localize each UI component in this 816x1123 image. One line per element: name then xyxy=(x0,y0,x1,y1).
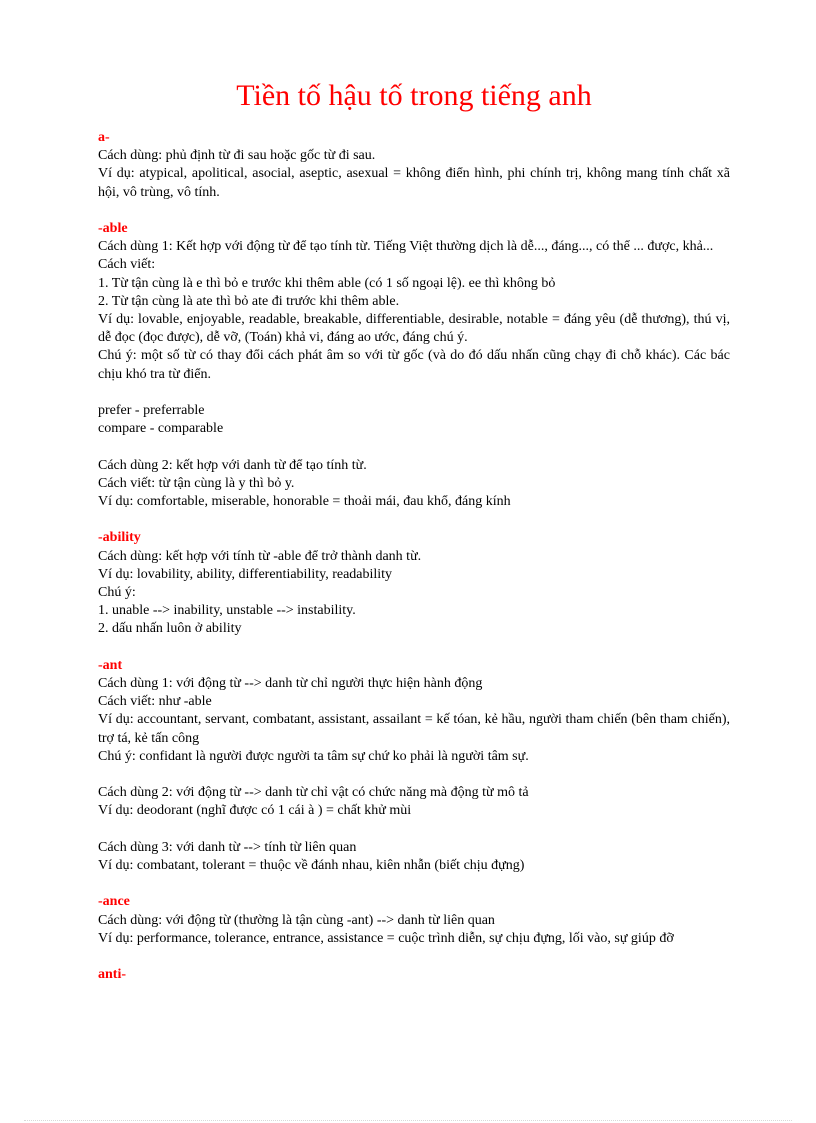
usage-line: Cách dùng 1: Kết hợp với động từ để tạo tính từ. Tiếng Việt thường dịch là dễ..., đáng..., có thể ... được, khả... xyxy=(98,239,714,255)
example-pair: prefer - preferrable xyxy=(98,403,205,419)
usage-line: Cách dùng: phủ định từ đi sau hoặc gốc từ đi sau. xyxy=(98,148,376,164)
example-line: Ví dụ: accountant, servant, combatant, assistant, assailant = kế tóan, kẻ hầu, người tham chiến (bên tham chiến), trợ tá, kẻ tấn công xyxy=(98,712,730,746)
section-heading: -able xyxy=(98,221,128,236)
spelling-rule: 1. Từ tận cùng là e thì bỏ e trước khi thêm able (có 1 số ngoại lệ). ee thì không bỏ xyxy=(98,275,556,291)
usage-line: Cách dùng: kết hợp với tính từ -able để trở thành danh từ. xyxy=(98,548,422,564)
section-a xyxy=(98,129,730,202)
section-able xyxy=(98,220,730,511)
example-line: Ví dụ: lovable, enjoyable, readable, breakable, differentiable, desirable, notable = đáng yêu (dễ thương), thú vị, dễ đọc (đọc được), dễ vỡ, (Toán) khả vi, đáng ao ước, đáng chú ý. xyxy=(98,312,730,346)
section-ant xyxy=(98,657,730,875)
document-page xyxy=(98,76,730,984)
example-line: Ví dụ: performance, tolerance, entrance, assistance = cuộc trình diễn, sự chịu đựng, lối vào, sự giúp đỡ xyxy=(98,930,674,946)
note-line: 2. dấu nhấn luôn ở ability xyxy=(98,621,242,637)
section-heading: -ability xyxy=(98,530,141,546)
note-line: 1. unable --> inability, unstable --> instability. xyxy=(98,603,356,619)
section-ance xyxy=(98,893,730,948)
example-line: Ví dụ: deodorant (nghĩ được có 1 cái à ) = chất khử mùi xyxy=(98,803,412,819)
spelling-label: Cách viết: xyxy=(98,257,156,273)
usage-line: Cách dùng 2: với động từ --> danh từ chỉ vật có chức năng mà động từ mô tả xyxy=(98,785,529,801)
section-heading: anti- xyxy=(98,967,126,983)
note-line: Chú ý: một số từ có thay đổi cách phát âm so với từ gốc (và do đó dấu nhấn cũng chạy đi chỗ khác). Các bác chịu khó tra từ điển. xyxy=(98,348,730,382)
example-line: Ví dụ: combatant, tolerant = thuộc về đánh nhau, kiên nhẫn (biết chịu đựng) xyxy=(98,858,525,874)
note-line: Chú ý: confidant là người được người ta tâm sự chứ ko phải là người tâm sự. xyxy=(98,748,529,764)
example-line: Ví dụ: atypical, apolitical, asocial, aseptic, asexual = không điển hình, phi chính trị, không mang tính chất xã hội, vô trùng, vô tính. xyxy=(98,166,730,200)
spelling-rule: Cách viết: từ tận cùng là y thì bỏ y. xyxy=(98,475,295,491)
spelling-rule: Cách viết: như -able xyxy=(98,694,212,710)
usage-line: Cách dùng 1: với động từ --> danh từ chỉ người thực hiện hành động xyxy=(98,676,483,692)
example-pair: compare - comparable xyxy=(98,421,224,437)
note-label: Chú ý: xyxy=(98,585,136,601)
section-anti xyxy=(98,966,730,984)
usage-line: Cách dùng: với động từ (thường là tận cùng -ant) --> danh từ liên quan xyxy=(98,912,495,928)
section-heading: -ant xyxy=(98,657,123,673)
spelling-rule: 2. Từ tận cùng là ate thì bỏ ate đi trước khi thêm able. xyxy=(98,293,400,309)
usage-line: Cách dùng 2: kết hợp với danh từ để tạo tính từ. xyxy=(98,457,367,473)
page-bottom-divider xyxy=(24,1120,792,1121)
example-line: Ví dụ: comfortable, miserable, honorable = thoải mái, đau khổ, đáng kính xyxy=(98,494,511,510)
example-line: Ví dụ: lovability, ability, differentiability, readability xyxy=(98,566,393,582)
section-ability xyxy=(98,529,730,638)
usage-line: Cách dùng 3: với danh từ --> tính từ liên quan xyxy=(98,839,357,855)
document-title: Tiền tố hậu tố trong tiếng anh xyxy=(236,79,592,112)
section-heading: -ance xyxy=(98,894,130,910)
section-heading: a- xyxy=(98,130,110,145)
